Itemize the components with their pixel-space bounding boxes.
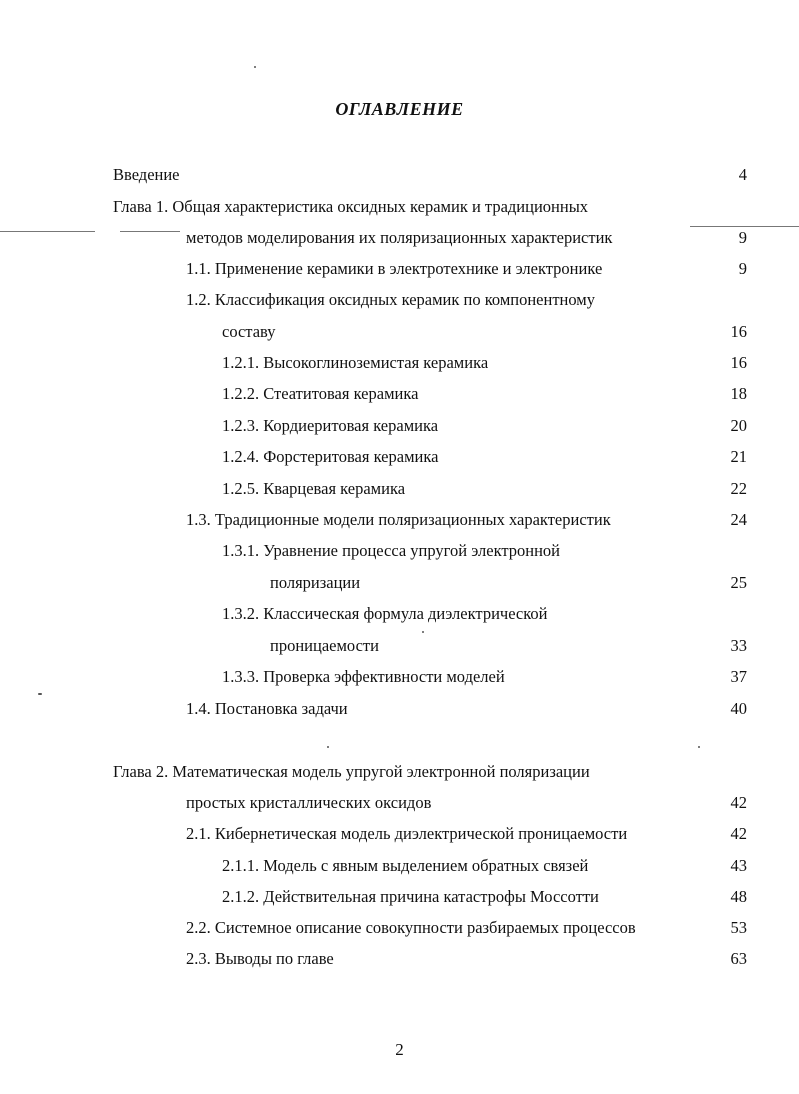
toc-entry: 1.2.1. Высокоглиноземистая керамика [222,353,489,372]
toc-page: 25 [730,573,747,592]
scan-line-artifact [0,231,95,232]
toc-page: 42 [730,824,747,843]
toc-page: 42 [730,793,747,812]
toc-entry: 2.1. Кибернетическая модель диэлектрической проницаемости [186,824,628,843]
toc-page: 33 [730,636,747,655]
toc-page: 4 [738,165,747,184]
toc-entry-cont: составу [222,322,276,341]
toc-entry: 2.3. Выводы по главе [186,949,334,968]
toc-page: 21 [730,447,747,466]
toc-page: 9 [738,228,747,247]
toc-entry: 1.2.4. Форстеритовая керамика [222,447,439,466]
toc-entry-cont: поляризации [270,573,361,592]
toc-entry-chapter-2: Глава 2. Математическая модель упругой электронной поляризации [113,762,590,781]
toc-page: 40 [730,699,747,718]
toc-entry-intro: Введение [113,165,180,184]
toc-entry: 2.2. Системное описание совокупности разбираемых процессов [186,918,636,937]
toc-page: 18 [730,384,747,403]
toc-entry: 2.1.1. Модель с явным выделением обратных связей [222,856,589,875]
toc-page: 43 [730,856,747,875]
toc-page: 16 [730,353,747,372]
toc-entry-chapter-1: Глава 1. Общая характеристика оксидных керамик и традиционных [113,197,589,216]
page-title: ОГЛАВЛЕНИЕ [335,99,464,119]
toc-page: 22 [730,479,747,498]
scan-speck [38,693,42,695]
toc-entry: 1.2.5. Кварцевая керамика [222,479,406,498]
toc-entry: 1.3.2. Классическая формула диэлектрической [222,604,548,623]
toc-entry: 1.4. Постановка задачи [186,699,348,718]
toc-page: 16 [730,322,747,341]
toc-entry: 1.3.1. Уравнение процесса упругой электронной [222,541,561,560]
toc-entry: 1.2.3. Кордиеритовая керамика [222,416,439,435]
toc-entry-chapter-2-cont: простых кристаллических оксидов [186,793,432,812]
toc-page: 63 [730,949,747,968]
toc-page: 53 [730,918,747,937]
toc-entry: 1.3.3. Проверка эффективности моделей [222,667,505,686]
toc-entry: 1.2. Классификация оксидных керамик по компонентному [186,290,596,309]
scan-speck [254,66,256,68]
toc-page: 20 [730,416,747,435]
toc-entry: 2.1.2. Действительная причина катастрофы Моссотти [222,887,599,906]
page-number: 2 [395,1040,404,1059]
scan-speck [327,746,329,748]
scan-line-artifact [120,231,180,232]
scan-speck [422,631,424,633]
toc-entry-chapter-1-cont: методов моделирования их поляризационных характеристик [186,228,613,247]
toc-page: 9 [738,259,747,278]
toc-entry: 1.1. Применение керамики в электротехнике и электронике [186,259,603,278]
toc-entry: 1.2.2. Стеатитовая керамика [222,384,419,403]
toc-page: 37 [730,667,747,686]
toc-page: 48 [730,887,747,906]
toc-entry-cont: проницаемости [270,636,379,655]
scan-line-artifact [690,226,799,227]
toc-entry: 1.3. Традиционные модели поляризационных характеристик [186,510,611,529]
toc-page: 24 [730,510,747,529]
scan-speck [698,746,700,748]
